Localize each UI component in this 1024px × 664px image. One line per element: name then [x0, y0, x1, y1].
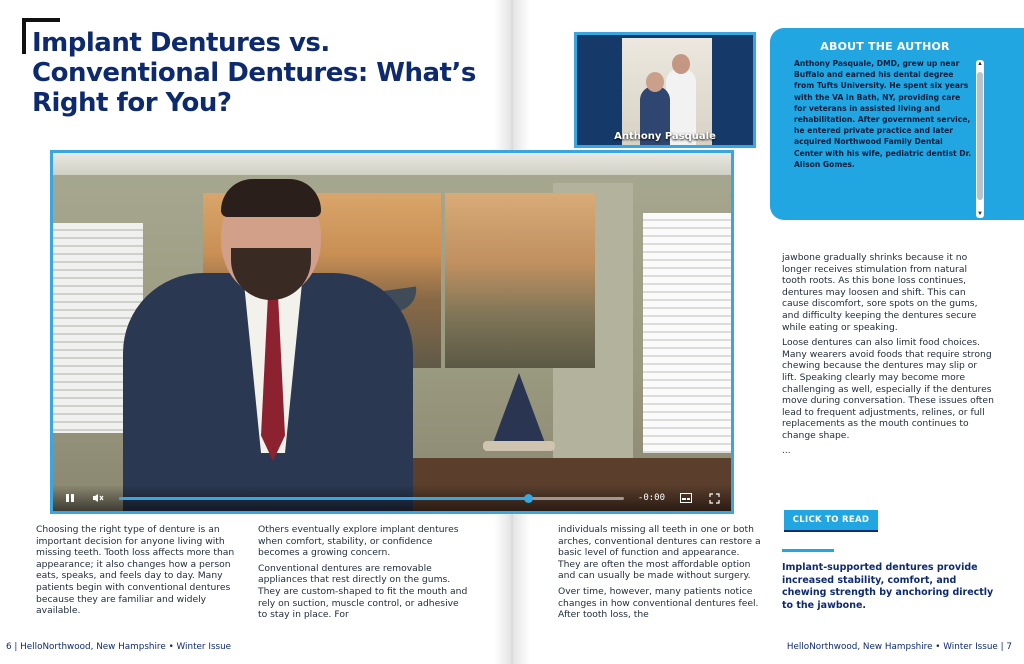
subtitles-icon[interactable] — [679, 491, 693, 505]
footer-right: HelloNorthwood, New Hampshire • Winter Issue | 7 — [786, 642, 1012, 652]
fullscreen-icon[interactable] — [707, 491, 721, 505]
body-paragraph: Others eventually explore implant dentures when comfort, stability, or confidence becomes a growing concern. — [258, 524, 459, 559]
about-author-title: ABOUT THE AUTHOR — [820, 40, 950, 53]
video-ceiling — [53, 153, 731, 175]
body-column-4 — [782, 252, 994, 457]
body-paragraph: Over time, however, many patients notice changes in how conventional dentures feel. After tooth loss, the — [558, 585, 759, 621]
video-sailboat-base — [483, 441, 555, 451]
video-sailboat-model — [493, 373, 545, 443]
video-seek-bar[interactable] — [119, 497, 624, 500]
video-seek-progress — [119, 497, 528, 500]
body-paragraph: Loose dentures can also limit food choices. Many wearers avoid foods that require strong chewing because the dentures may slip or lift. Speaking clearly may become more challenging as well, especially if the dentures move during conversation. These issues often lead to frequent adjustments, relines, or full replacements as the mouth continues to change shape. — [782, 337, 994, 441]
author-photo-head-right — [672, 54, 690, 74]
pause-icon[interactable] — [63, 491, 77, 505]
video-seek-handle[interactable] — [524, 494, 533, 503]
about-author-panel — [770, 28, 1024, 220]
pull-quote: Implant-supported dentures provide increased stability, comfort, and chewing strength by anchoring directly to the jawbone. — [782, 562, 994, 611]
video-painting-right — [445, 193, 595, 368]
footer-left: 6 | HelloNorthwood, New Hampshire • Winter Issue — [6, 642, 232, 652]
mute-icon[interactable] — [91, 491, 105, 505]
pull-quote-rule — [782, 549, 834, 552]
about-author-text: Anthony Pasquale, DMD, grew up near Buffalo and earned his dental degree from Tufts University. He spent six years with the VA in Bath, NY, providing care for veterans in assisted living and rehabilitation. After government service, he entered private practice and later acquired Northwood Family Dental Center with his wife, pediatric dentist Dr. Alison Gomes. — [794, 59, 972, 169]
author-video-card[interactable] — [574, 32, 756, 148]
body-paragraph: Choosing the right type of denture is an important decision for anyone living with missing teeth. Tooth loss affects more than appearance; it also changes how a person eats, speaks, and feels day to day. Many patients begin with conventional dentures because they are familiar and widely available. — [36, 524, 235, 617]
author-card-name: Anthony Pasquale — [614, 131, 716, 142]
video-speaker-hair — [221, 179, 321, 217]
author-photo — [622, 38, 712, 146]
scrollbar-thumb[interactable] — [977, 72, 983, 200]
article-headline: Implant Dentures vs. Conventional Dentures: What’s Right for You? — [32, 28, 476, 118]
body-paragraph: jawbone gradually shrinks because it no longer receives stimulation from natural tooth roots. As this bone loss continues, dentures may loosen and shift. This can cause discomfort, sore spots on the gums, and difficulty keeping the dentures secure while eating or speaking. — [782, 252, 978, 333]
scroll-up-icon[interactable]: ▲ — [977, 61, 983, 67]
scroll-down-icon[interactable]: ▼ — [977, 211, 983, 217]
body-paragraph: individuals missing all teeth in one or both arches, conventional dentures can restore a basic level of function and appearance. They are often the most affordable option and can usually be made without surgery. — [558, 524, 761, 582]
video-frame — [53, 153, 731, 511]
video-time: -0:00 — [637, 493, 665, 503]
author-photo-head-left — [646, 72, 664, 92]
video-controls — [53, 485, 731, 511]
body-column-1 — [36, 524, 236, 621]
body-column-3 — [558, 524, 764, 625]
about-scrollbar[interactable] — [976, 60, 984, 218]
continued-ellipsis: ... — [782, 445, 791, 456]
body-column-2 — [258, 524, 468, 625]
video-player[interactable] — [50, 150, 734, 514]
video-window-blinds-right — [643, 213, 734, 453]
click-to-read-button[interactable]: CLICK TO READ — [784, 510, 878, 530]
body-paragraph: Conventional dentures are removable appliances that rest directly on the gums. They are custom-shaped to fit the mouth and rely on suction, muscle control, or adhesive to stay in place. For — [258, 562, 468, 621]
